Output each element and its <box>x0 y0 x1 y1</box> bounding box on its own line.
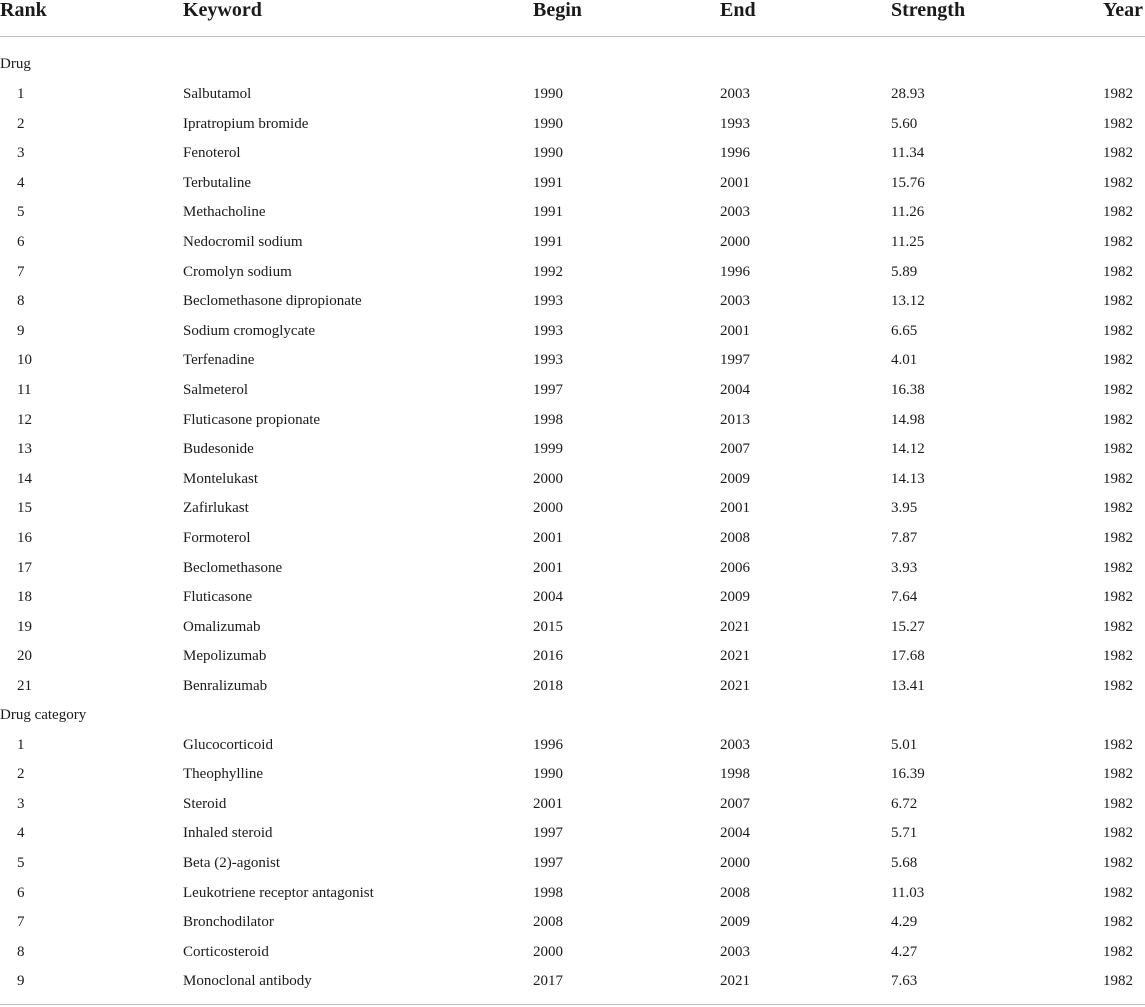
cell-end: 2007 <box>720 441 750 458</box>
cell-end: 2021 <box>720 678 750 694</box>
cell-strength: 3.95 <box>891 500 918 517</box>
cell-begin: 2016 <box>533 648 563 665</box>
cell-end: 2004 <box>720 382 750 398</box>
cell-begin: 1990 <box>533 86 563 102</box>
table-row <box>0 938 1145 968</box>
cell-end: 1996 <box>720 145 750 162</box>
cell-end: 2003 <box>720 204 750 221</box>
table-row <box>0 849 1145 879</box>
cell-year: 1982 <box>1103 678 1133 694</box>
cell-rank: 10 <box>17 352 32 369</box>
table-row <box>0 672 1145 702</box>
cell-strength: 5.68 <box>891 855 918 871</box>
cell-rank: 12 <box>17 411 32 428</box>
cell-rank: 2 <box>17 766 25 783</box>
cell-begin: 2017 <box>533 973 563 990</box>
cell-keyword: Beclomethasone <box>183 559 283 576</box>
cell-rank: 5 <box>17 855 25 871</box>
header-end: End <box>720 0 756 21</box>
cell-end: 2000 <box>720 855 750 871</box>
cell-begin: 1993 <box>533 322 563 339</box>
cell-keyword: Fluticasone propionate <box>183 411 321 428</box>
cell-rank: 3 <box>17 145 25 162</box>
cell-strength: 5.89 <box>891 263 918 280</box>
cell-keyword: Cromolyn sodium <box>183 263 292 280</box>
table-row <box>0 524 1145 554</box>
cell-begin: 2015 <box>533 618 563 635</box>
cell-end: 2001 <box>720 174 750 191</box>
table-row <box>0 435 1145 465</box>
cell-strength: 5.60 <box>891 115 918 132</box>
table-row <box>0 967 1145 997</box>
cell-year: 1982 <box>1103 795 1133 812</box>
cell-end: 2008 <box>720 884 750 901</box>
cell-strength: 11.26 <box>891 204 925 221</box>
cell-strength: 11.03 <box>891 884 925 901</box>
cell-year: 1982 <box>1103 736 1133 753</box>
cell-end: 2004 <box>720 825 750 842</box>
cell-year: 1982 <box>1103 855 1133 871</box>
cell-rank: 15 <box>17 500 32 517</box>
cell-year: 1982 <box>1103 500 1133 517</box>
cell-rank: 20 <box>17 648 32 665</box>
table-row <box>0 583 1145 613</box>
cell-begin: 1997 <box>533 382 563 398</box>
cell-rank: 9 <box>17 973 25 990</box>
cell-rank: 14 <box>17 470 32 487</box>
section-title: Drug <box>0 56 31 72</box>
table-row <box>0 406 1145 436</box>
cell-end: 2013 <box>720 411 750 428</box>
cell-begin: 2004 <box>533 589 563 606</box>
cell-rank: 7 <box>17 263 25 280</box>
cell-rank: 17 <box>17 559 32 576</box>
cell-keyword: Salmeterol <box>183 382 248 398</box>
table-header <box>0 0 1145 37</box>
cell-year: 1982 <box>1103 825 1133 842</box>
cell-rank: 7 <box>17 914 25 931</box>
table-row <box>0 287 1145 317</box>
cell-rank: 3 <box>17 795 25 812</box>
cell-year: 1982 <box>1103 234 1133 250</box>
cell-year: 1982 <box>1103 470 1133 487</box>
cell-keyword: Budesonide <box>183 441 254 458</box>
cell-begin: 1990 <box>533 115 563 132</box>
cell-end: 2021 <box>720 648 750 665</box>
cell-strength: 16.39 <box>891 766 925 783</box>
cell-year: 1982 <box>1103 322 1133 339</box>
cell-year: 1982 <box>1103 559 1133 576</box>
cell-end: 2009 <box>720 589 750 606</box>
cell-strength: 6.65 <box>891 322 918 339</box>
cell-strength: 17.68 <box>891 648 925 665</box>
cell-year: 1982 <box>1103 530 1133 546</box>
cell-end: 2001 <box>720 500 750 517</box>
table-row <box>0 908 1145 938</box>
cell-end: 1998 <box>720 766 750 783</box>
cell-end: 1996 <box>720 263 750 280</box>
cell-keyword: Mepolizumab <box>183 648 267 665</box>
cell-year: 1982 <box>1103 411 1133 428</box>
cell-keyword: Fluticasone <box>183 589 253 606</box>
cell-keyword: Leukotriene receptor antagonist <box>183 884 374 901</box>
header-year: Year <box>1103 0 1143 21</box>
cell-strength: 14.12 <box>891 441 925 458</box>
header-strength: Strength <box>891 0 966 21</box>
cell-rank: 6 <box>17 884 25 901</box>
cell-strength: 28.93 <box>891 86 925 102</box>
cell-keyword: Beclomethasone dipropionate <box>183 293 362 310</box>
cell-year: 1982 <box>1103 648 1133 665</box>
cell-rank: 21 <box>17 678 32 694</box>
table-row <box>0 169 1145 199</box>
header-begin: Begin <box>533 0 582 21</box>
cell-begin: 1990 <box>533 766 563 783</box>
cell-rank: 5 <box>17 204 25 221</box>
table-row <box>0 760 1145 790</box>
header-keyword: Keyword <box>183 0 262 21</box>
cell-strength: 4.27 <box>891 943 918 960</box>
cell-year: 1982 <box>1103 352 1133 369</box>
table-row <box>0 110 1145 140</box>
cell-rank: 1 <box>17 86 25 102</box>
cell-begin: 1996 <box>533 736 563 753</box>
cell-strength: 11.34 <box>891 145 925 162</box>
cell-end: 2021 <box>720 973 750 990</box>
cell-keyword: Inhaled steroid <box>183 825 273 842</box>
cell-strength: 7.63 <box>891 973 918 990</box>
cell-keyword: Beta (2)-agonist <box>183 855 281 871</box>
cell-begin: 2001 <box>533 530 563 546</box>
cell-end: 1997 <box>720 352 750 369</box>
cell-strength: 4.29 <box>891 914 918 931</box>
cell-end: 2003 <box>720 293 750 310</box>
cell-year: 1982 <box>1103 86 1133 102</box>
cell-year: 1982 <box>1103 382 1133 398</box>
cell-rank: 1 <box>17 736 25 753</box>
cell-year: 1982 <box>1103 943 1133 960</box>
cell-rank: 11 <box>17 382 32 398</box>
cell-end: 1993 <box>720 115 750 132</box>
cell-begin: 2008 <box>533 914 563 931</box>
cell-year: 1982 <box>1103 766 1133 783</box>
section-title: Drug category <box>0 706 87 723</box>
cell-end: 2021 <box>720 618 750 635</box>
cell-begin: 1998 <box>533 411 563 428</box>
cell-year: 1982 <box>1103 618 1133 635</box>
cell-keyword: Methacholine <box>183 204 266 221</box>
bottom-rule <box>0 1004 1145 1005</box>
cell-keyword: Theophylline <box>183 766 263 783</box>
cell-rank: 4 <box>17 174 25 191</box>
cell-begin: 1991 <box>533 204 563 221</box>
cell-strength: 4.01 <box>891 352 918 369</box>
cell-strength: 5.01 <box>891 736 918 753</box>
cell-year: 1982 <box>1103 204 1133 221</box>
cell-keyword: Ipratropium bromide <box>183 115 309 132</box>
cell-begin: 1997 <box>533 825 563 842</box>
cell-begin: 2000 <box>533 500 563 517</box>
cell-strength: 7.64 <box>891 589 918 606</box>
cell-keyword: Monoclonal antibody <box>183 973 312 990</box>
cell-year: 1982 <box>1103 589 1133 606</box>
cell-rank: 2 <box>17 115 25 132</box>
cell-strength: 11.25 <box>891 234 925 250</box>
cell-keyword: Terbutaline <box>183 174 252 191</box>
cell-keyword: Steroid <box>183 795 227 812</box>
cell-begin: 1993 <box>533 293 563 310</box>
table-row <box>0 139 1145 169</box>
cell-keyword: Corticosteroid <box>183 943 269 960</box>
cell-keyword: Benralizumab <box>183 678 268 694</box>
cell-year: 1982 <box>1103 174 1133 191</box>
cell-end: 2007 <box>720 795 750 812</box>
cell-keyword: Bronchodilator <box>183 914 274 931</box>
cell-begin: 2018 <box>533 678 563 694</box>
cell-end: 2003 <box>720 943 750 960</box>
cell-begin: 1998 <box>533 884 563 901</box>
cell-begin: 1993 <box>533 352 563 369</box>
cell-rank: 18 <box>17 589 32 606</box>
cell-strength: 16.38 <box>891 382 925 398</box>
cell-end: 2006 <box>720 559 750 576</box>
cell-year: 1982 <box>1103 973 1133 990</box>
table-row <box>0 376 1145 406</box>
cell-begin: 1991 <box>533 174 563 191</box>
cell-begin: 2000 <box>533 470 563 487</box>
cell-strength: 14.13 <box>891 470 925 487</box>
table-row <box>0 465 1145 495</box>
cell-year: 1982 <box>1103 914 1133 931</box>
cell-end: 2001 <box>720 322 750 339</box>
cell-keyword: Nedocromil sodium <box>183 234 303 250</box>
cell-begin: 2000 <box>533 943 563 960</box>
cell-rank: 13 <box>17 441 32 458</box>
cell-rank: 8 <box>17 293 25 310</box>
cell-rank: 9 <box>17 322 25 339</box>
cell-strength: 3.93 <box>891 559 918 576</box>
cell-year: 1982 <box>1103 441 1133 458</box>
cell-strength: 13.12 <box>891 293 925 310</box>
cell-keyword: Omalizumab <box>183 618 261 635</box>
cell-strength: 5.71 <box>891 825 918 842</box>
table-row <box>0 80 1145 110</box>
cell-begin: 1991 <box>533 234 563 250</box>
cell-year: 1982 <box>1103 884 1133 901</box>
table-row <box>0 879 1145 909</box>
table-row <box>0 494 1145 524</box>
header-rank: Rank <box>0 0 47 21</box>
cell-rank: 6 <box>17 234 25 250</box>
cell-rank: 16 <box>17 530 32 546</box>
cell-begin: 1990 <box>533 145 563 162</box>
cell-keyword: Glucocorticoid <box>183 736 273 753</box>
cell-rank: 19 <box>17 618 32 635</box>
table-row <box>0 819 1145 849</box>
cell-rank: 4 <box>17 825 25 842</box>
cell-keyword: Sodium cromoglycate <box>183 322 316 339</box>
table-row <box>0 228 1145 258</box>
cell-keyword: Formoterol <box>183 530 251 546</box>
cell-end: 2000 <box>720 234 750 250</box>
cell-begin: 2001 <box>533 559 563 576</box>
table-row <box>0 731 1145 761</box>
cell-end: 2008 <box>720 530 750 546</box>
cell-begin: 1992 <box>533 263 563 280</box>
cell-strength: 7.87 <box>891 530 918 546</box>
table-row <box>0 198 1145 228</box>
cell-strength: 13.41 <box>891 678 925 694</box>
cell-begin: 1999 <box>533 441 563 458</box>
cell-rank: 8 <box>17 943 25 960</box>
cell-keyword: Montelukast <box>183 470 258 487</box>
cell-year: 1982 <box>1103 293 1133 310</box>
table-row <box>0 346 1145 376</box>
table-row <box>0 642 1145 672</box>
cell-begin: 2001 <box>533 795 563 812</box>
cell-strength: 15.76 <box>891 174 925 191</box>
table-row <box>0 613 1145 643</box>
cell-keyword: Fenoterol <box>183 145 241 162</box>
cell-end: 2009 <box>720 914 750 931</box>
table-row <box>0 554 1145 584</box>
cell-year: 1982 <box>1103 263 1133 280</box>
cell-keyword: Zafirlukast <box>183 500 249 517</box>
cell-strength: 14.98 <box>891 411 925 428</box>
cell-keyword: Terfenadine <box>183 352 255 369</box>
cell-end: 2003 <box>720 86 750 102</box>
cell-strength: 15.27 <box>891 618 925 635</box>
cell-year: 1982 <box>1103 115 1133 132</box>
table-row <box>0 258 1145 288</box>
cell-year: 1982 <box>1103 145 1133 162</box>
cell-end: 2009 <box>720 470 750 487</box>
table-row <box>0 317 1145 347</box>
cell-strength: 6.72 <box>891 795 918 812</box>
cell-begin: 1997 <box>533 855 563 871</box>
cell-keyword: Salbutamol <box>183 86 252 102</box>
table-row <box>0 790 1145 820</box>
cell-end: 2003 <box>720 736 750 753</box>
